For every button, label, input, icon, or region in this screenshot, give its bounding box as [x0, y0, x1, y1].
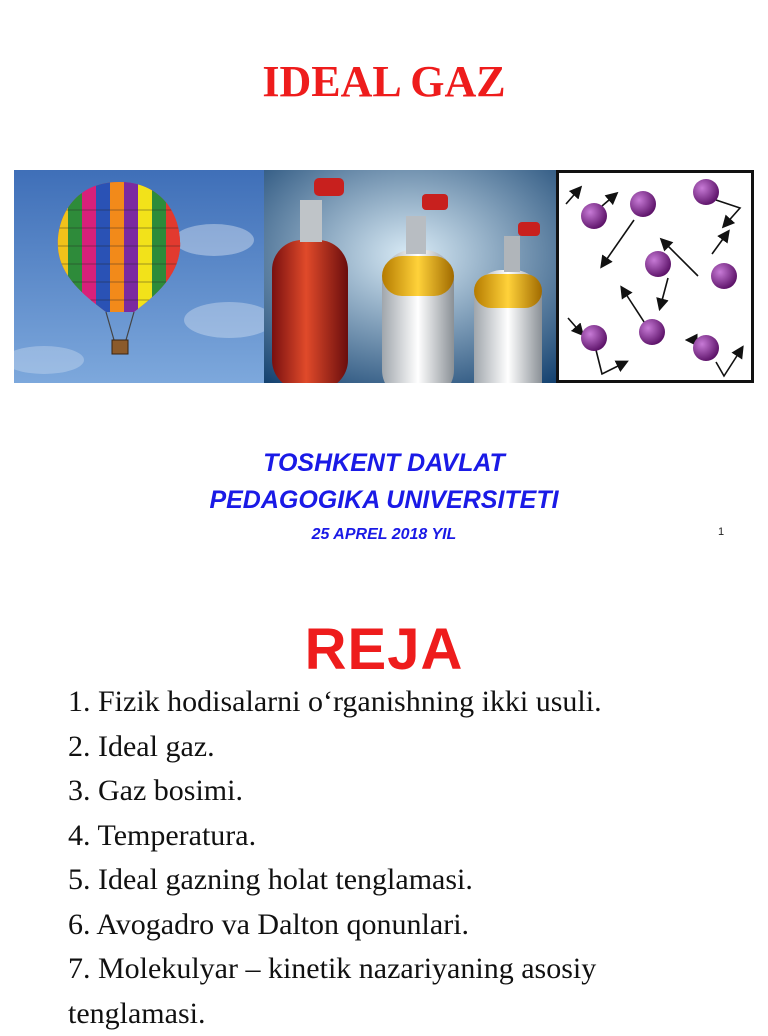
plan-list — [68, 680, 708, 1036]
presentation-date: 25 APREL 2018 YIL — [311, 526, 457, 543]
plan-item: 4. Temperatura. — [68, 818, 257, 852]
plan-item: 1. Fizik hodisalarni o‘rganishning ikki usuli. — [68, 685, 602, 718]
plan-item: 3. Gaz bosimi. — [68, 774, 243, 807]
plan-title: REJA — [304, 617, 464, 682]
plan-item: 7. Molekulyar – kinetik nazariyaning asosiy tenglamasi. — [68, 952, 597, 1030]
page-number: 1 — [718, 526, 725, 538]
banner-images — [14, 170, 754, 383]
plan-item: 6. Avogadro va Dalton qonunlari. — [68, 907, 470, 941]
hot-air-balloon-image — [14, 170, 264, 383]
university-name-line1: TOSHKENT DAVLAT — [263, 449, 505, 477]
plan-item: 5. Ideal gazning holat tenglamasi. — [68, 863, 473, 896]
gas-cylinders-image — [264, 170, 556, 383]
university-name-line2: PEDAGOGIKA UNIVERSITETI — [209, 486, 559, 514]
gas-molecules-diagram — [556, 170, 754, 383]
slide-title: IDEAL GAZ — [262, 57, 506, 106]
plan-slide — [0, 600, 768, 1030]
plan-item: 2. Ideal gaz. — [68, 729, 215, 763]
